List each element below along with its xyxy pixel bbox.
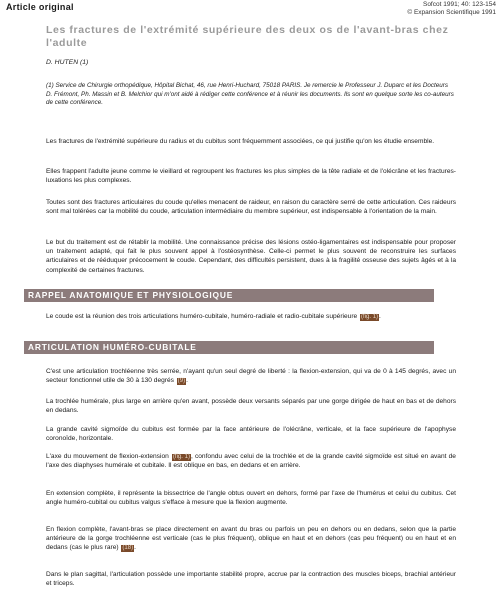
- intro-paragraph: Elles frappent l'adulte jeune comme le vieillard et regroupent les fractures les plus simples de la tête radiale et de l'olécrâne et les fractures-luxations les plus complexes.: [46, 168, 456, 185]
- section-heading-humero-cubital: ARTICULATION HUMÉRO-CUBITALE: [24, 341, 434, 354]
- paragraph-text: En flexion complète, l'avant-bras se place directement en avant du bras ou parfois un peu en dehors ou en dedans, selon que la partie antérieure de la gorge trochléenne est verticale (cas le plus fréquent), oblique en haut et en dehors (cas peu fréquent) ou en haut et en dedans (cas le plus rare): [46, 526, 456, 552]
- citation-reference-link[interactable]: (18): [122, 545, 134, 552]
- figure-reference-link[interactable]: (fig. 1): [361, 314, 379, 320]
- paragraph-text: , confondu avec celui de la trochlée et de la grande cavité sigmoïde est situé en avant de l'axe des diaphyses humérale et cubitale. Il est oblique en bas, en dedans et en arrière.: [46, 453, 456, 470]
- intro-paragraph: Toutes sont des fractures articulaires du coude qu'elles menacent de raideur, en raison du caractère serré de cette articulation. Ces raideurs sont mal tolérées car la mobilité du coude, articulation intermédiaire du membre supérieur, est indispensable à l'orientation de la main.: [46, 199, 456, 216]
- paragraph-text: L'axe du mouvement de flexion-extension: [46, 453, 169, 460]
- paragraph-end: .: [379, 313, 381, 320]
- paragraph-text: Le coude est la réunion des trois articulations huméro-cubitale, huméro-radiale et radio-cubitale supérieure: [46, 313, 358, 320]
- humero-cubital-paragraph: La trochlée humérale, plus large en arrière qu'en avant, possède deux versants séparés par une gorge dirigée de haut en bas et de dehors en dedans.: [46, 398, 456, 415]
- citation: [407, 1, 496, 17]
- affiliation-note: (1) Service de Chirurgie orthopédique, Hôpital Bichat, 46, rue Henri-Huchard, 75018 PARIS. Je remercie le Professeur J. Duparc et les Docteurs D. Frémont, Ph. Massin et B. Melchior qui m'ont aidé à rédiger cette conférence et à réunir les documents. Ils sont en quelque sorte les co-auteurs de cette conférence.: [46, 82, 454, 106]
- paragraph-end: .: [134, 544, 136, 552]
- humero-cubital-paragraph: Dans le plan sagittal, l'articulation possède une importante stabilité propre, accrue par la contraction des muscles biceps, brachial antérieur et triceps.: [46, 571, 456, 588]
- humero-cubital-paragraph: [46, 367, 456, 385]
- citation-reference-link[interactable]: (9): [177, 378, 186, 385]
- section-heading-anatomy: RAPPEL ANATOMIQUE ET PHYSIOLOGIQUE: [24, 289, 434, 302]
- intro-paragraph: Le but du traitement est de rétablir la mobilité. Une connaissance précise des lésions ostéo-ligamentaires est indispensable pour proposer un traitement adapté, qui fait le plus souvent appel à l'ostéosynthèse. Celle-ci permet le plus souvent de reconstruire les surfaces articulaires et de rééduquer précocement le coude. Cependant, des difficultés persistent, dues à la fragilité osseuse des sujets âgés et à la complexité de certaines fractures.: [46, 239, 456, 274]
- citation-journal: Sofcot 1991; 40: 123-154: [422, 1, 496, 8]
- article-type-label: Article original: [6, 2, 74, 12]
- paragraph-text: C'est une articulation trochléenne très serrée, n'ayant qu'un seul degré de liberté : la flexion-extension, qui va de 0 à 145 degrés, avec un secteur fonctionnel utile de 30 à 130 degrés: [46, 368, 456, 385]
- paragraph-end: .: [186, 377, 188, 385]
- intro-paragraph: Les fractures de l'extrémité supérieure du radius et du cubitus sont fréquemment associées, ce qui justifie qu'on les étudie ensemble.: [46, 138, 435, 145]
- figure-reference-link[interactable]: (fig. 1): [172, 454, 190, 460]
- page-header: [0, 0, 500, 24]
- authors: D. HUTEN (1): [46, 59, 89, 66]
- humero-cubital-paragraph: [46, 525, 456, 553]
- humero-cubital-paragraph: La grande cavité sigmoïde du cubitus est formée par la face antérieure de l'olécrâne, verticale, et la face supérieure de l'apophyse coronoïde, horizontale.: [46, 426, 456, 443]
- article-title: Les fractures de l'extrémité supérieure des deux os de l'avant-bras chez l'adulte: [46, 24, 449, 49]
- humero-cubital-paragraph: [46, 452, 456, 470]
- anatomy-paragraph: [46, 312, 456, 321]
- citation-copyright: © Expansion Scientifique 1991: [407, 9, 496, 16]
- humero-cubital-paragraph: En extension complète, il représente la bissectrice de l'angle obtus ouvert en dehors, formé par l'axe de l'humérus et celui du cubitus. Cet angle huméro-cubital ou cubitus valgus s'efface à mesure que la flexion augmente.: [46, 490, 456, 507]
